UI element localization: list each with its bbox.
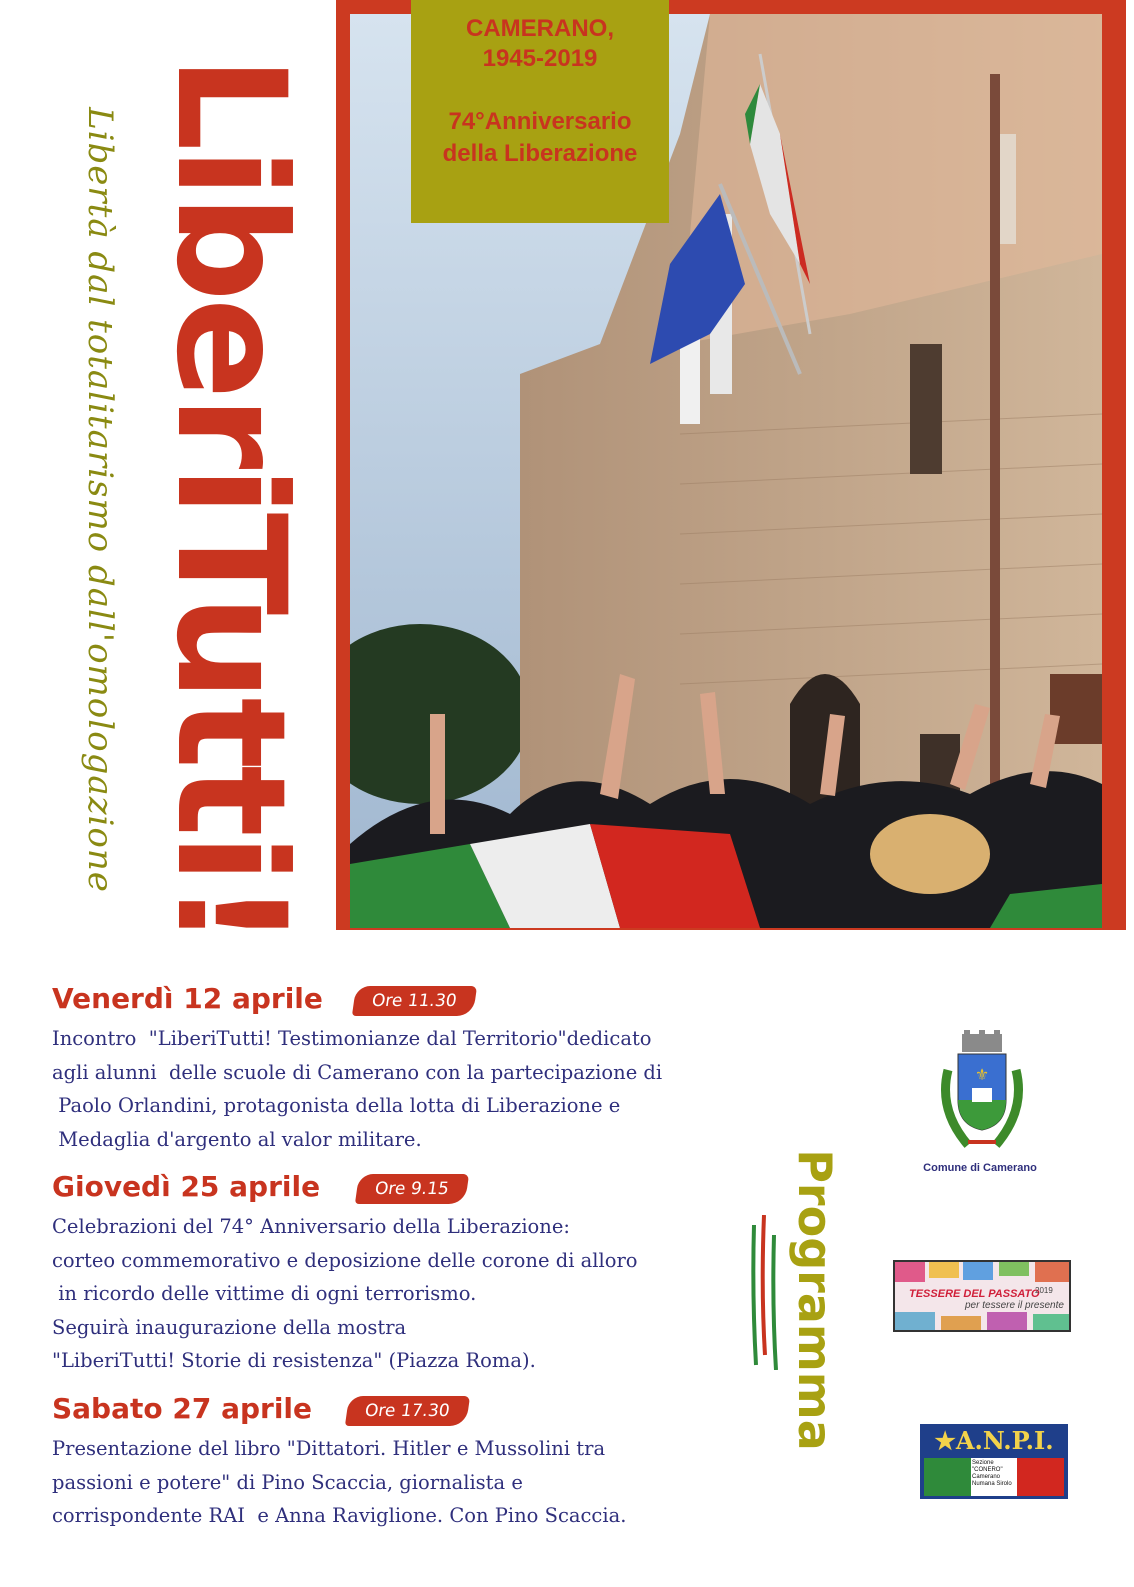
star-icon: ★ — [934, 1426, 956, 1455]
event-3 — [52, 1392, 752, 1533]
event-day: Sabato 27 aprile — [52, 1392, 313, 1425]
anpi-section-label: Sezione "CONERO" Camerano Numana Sirolo — [972, 1460, 1012, 1487]
event-line: Presentazione del libro "Dittatori. Hitler e Mussolini tra — [52, 1437, 606, 1460]
event-line: in ricordo delle vittime di ogni terrorismo. — [52, 1282, 477, 1305]
event-line: agli alunni delle scuole di Camerano con la partecipazione di — [52, 1060, 663, 1084]
tessere-year: 2019 — [1035, 1286, 1053, 1295]
event-day: Giovedì 25 aprile — [52, 1170, 321, 1203]
subtitle: Libertà dal totalitarismo dall'omologazione — [80, 107, 120, 893]
event-1 — [52, 982, 752, 1156]
badge-years: 1945-2019 — [482, 45, 598, 72]
anpi-title: ★A.N.P.I. — [934, 1426, 1054, 1455]
tricolor-brush-icon — [750, 1215, 780, 1370]
camerano-crest-icon — [928, 1030, 1036, 1158]
title-container — [140, 40, 320, 960]
tessere-subtitle: per tessere il presente — [965, 1300, 1064, 1311]
comune-label: Comune di Camerano — [923, 1162, 1037, 1174]
anniversary-badge — [411, 0, 669, 223]
badge-place: CAMERANO, — [466, 15, 614, 42]
svg-text:⚜: ⚜ — [974, 1067, 990, 1084]
time-tag: Ore 17.30 — [345, 1396, 470, 1426]
event-line: Celebrazioni del 74° Anniversario della Liberazione: — [52, 1215, 570, 1238]
anpi-logo — [920, 1424, 1068, 1499]
time-tag: Ore 9.15 — [355, 1174, 469, 1204]
event-line: Medaglia d'argento al valor militare. — [52, 1127, 422, 1151]
event-line: "LiberiTutti! Storie di resistenza" (Piazza Roma). — [52, 1349, 536, 1372]
tessere-logo — [893, 1260, 1071, 1332]
event-line: passioni e potere" di Pino Scaccia, giornalista e — [52, 1470, 523, 1494]
programma-label: Programma — [788, 1149, 842, 1451]
event-line: Paolo Orlandini, protagonista della lotta di Liberazione e — [52, 1094, 621, 1117]
time-tag: Ore 11.30 — [352, 986, 477, 1016]
event-line: Incontro "LiberiTutti! Testimonianze dal Territorio"dedicato — [52, 1027, 652, 1050]
programma-container — [780, 1150, 850, 1450]
event-2 — [52, 1170, 752, 1378]
main-title: LiberiTutti! — [143, 55, 317, 945]
event-day: Venerdì 12 aprile — [52, 982, 323, 1015]
event-line: corrispondente RAI e Anna Raviglione. Con Pino Scaccia. — [52, 1504, 627, 1527]
event-line: Seguirà inaugurazione della mostra — [52, 1315, 407, 1339]
tessere-title: TESSERE DEL PASSATO — [909, 1288, 1040, 1300]
subtitle-container — [50, 80, 150, 920]
event-line: corteo commemorativo e deposizione delle corone di alloro — [52, 1248, 638, 1272]
badge-anniversary-1: 74°Anniversario — [448, 108, 632, 135]
badge-anniversary-2: della Liberazione — [442, 140, 638, 167]
